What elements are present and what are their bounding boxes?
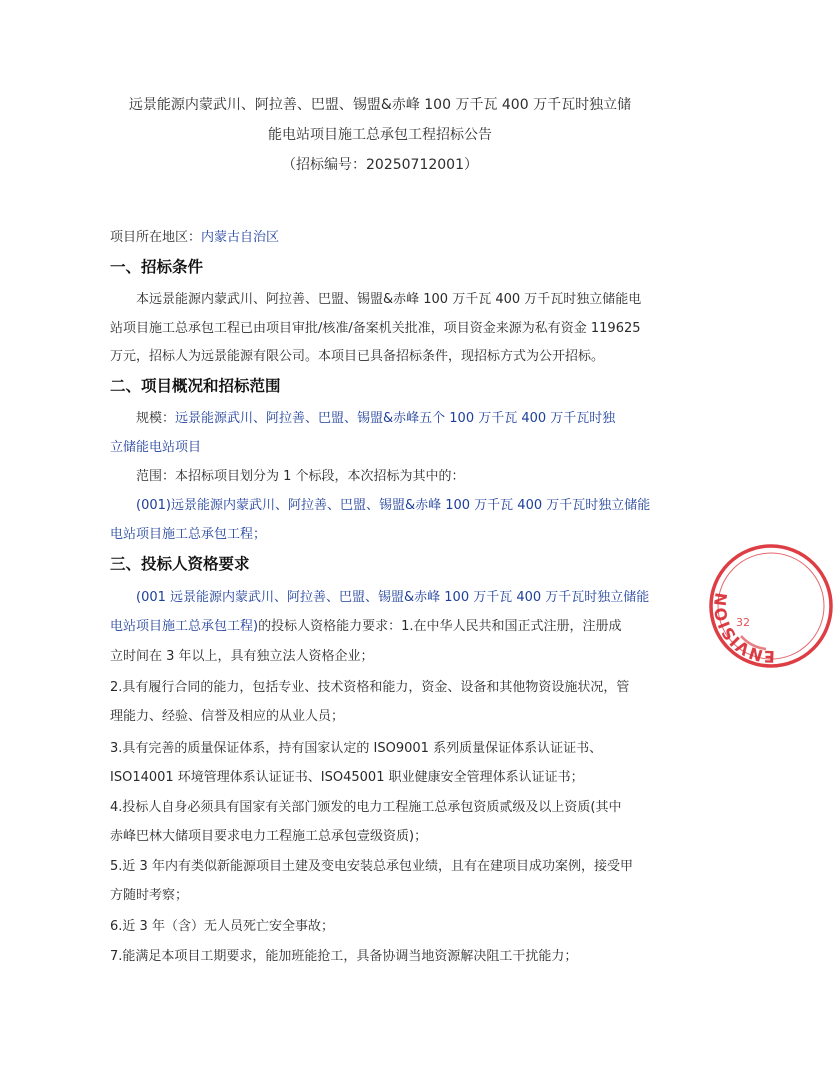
requirement-line: 6.近 3 年（含）无人员死亡安全事故； — [110, 919, 334, 934]
location-label: 项目所在地区： — [110, 230, 202, 245]
section3-heading: 三、投标人资格要求 — [110, 555, 250, 573]
scale-value: 远景能源武川、阿拉善、巴盟、锡盟&赤峰五个 100 万千瓦 400 万千瓦时独 — [175, 411, 616, 426]
section1-line: 站项目施工总承包工程已由项目审批/核准/备案机关批准，项目资金来源为私有资金 119625 — [110, 321, 641, 336]
scale-line2: 立储能电站项目 — [110, 440, 202, 455]
company-seal-stamp — [706, 541, 836, 671]
requirement-line: 7.能满足本项目工期要求，能加班能抢工，具备协调当地资源解决阻工干扰能力； — [110, 949, 578, 964]
range-line: 范围：本招标项目划分为 1 个标段，本次招标为其中的： — [136, 469, 465, 484]
requirement-line: 3.具有完善的质量保证体系，持有国家认定的 ISO9001 系列质量保证体系认证证书、 — [110, 741, 603, 756]
requirement-line: 方随时考察； — [110, 888, 189, 903]
scale-line1 — [136, 407, 615, 426]
scale-label: 规模： — [136, 411, 176, 426]
requirement-line: ISO14001 环境管理体系认证证书、ISO45001 职业健康安全管理体系认证证书； — [110, 770, 584, 785]
requirement-line: 赤峰巴林大储项目要求电力工程施工总承包壹级资质)； — [110, 829, 428, 844]
doc-title-line2: 能电站项目施工总承包工程招标公告 — [268, 127, 492, 143]
section1-line: 本远景能源内蒙武川、阿拉善、巴盟、锡盟&赤峰 100 万千瓦 400 万千瓦时独立储能电 — [136, 292, 642, 307]
section1-line: 万元，招标人为远景能源有限公司。本项目已具备招标条件，现招标方式为公开招标。 — [110, 349, 605, 364]
qualification-intro-line2 — [110, 615, 621, 634]
seal-text: ENVISION — [710, 591, 776, 667]
location-value: 内蒙古自治区 — [201, 230, 280, 245]
qualification-intro-line3: 立时间在 3 年以上，具有独立法人资格企业； — [110, 649, 374, 664]
svg-text:32: 32 — [736, 616, 750, 629]
requirement-line: 5.近 3 年内有类似新能源项目土建及变电安装总承包业绩，且有在建项目成功案例，接受甲 — [110, 859, 633, 874]
project-location — [110, 226, 279, 245]
lot-line2: 电站项目施工总承包工程； — [110, 527, 267, 542]
doc-title-line1: 远景能源内蒙武川、阿拉善、巴盟、锡盟&赤峰 100 万千瓦 400 万千瓦时独立储 — [128, 97, 632, 113]
requirement-line: 2.具有履行合同的能力，包括专业、技术资格和能力，资金、设备和其他物资设施状况，管 — [110, 680, 630, 695]
requirement-line: 4.投标人自身必须具有国家有关部门颁发的电力工程施工总承包资质贰级及以上资质(其中 — [110, 800, 622, 815]
lot-line1: (001)远景能源内蒙武川、阿拉善、巴盟、锡盟&赤峰 100 万千瓦 400 万千瓦时独立储能 — [136, 498, 651, 513]
qualification-lot-name: 电站项目施工总承包工程) — [110, 619, 259, 634]
section1-heading: 一、招标条件 — [110, 258, 204, 276]
requirement-line: 理能力、经验、信誉及相应的从业人员； — [110, 709, 345, 724]
doc-tender-code: （招标编号：20250712001） — [282, 157, 478, 173]
qualification-intro-line1: (001 远景能源内蒙武川、阿拉善、巴盟、锡盟&赤峰 100 万千瓦 400 万千瓦时独立储能 — [136, 590, 650, 605]
section2-heading: 二、项目概况和招标范围 — [110, 377, 281, 395]
qualification-intro-text: 的投标人资格能力要求：1.在中华人民共和国正式注册，注册成 — [258, 619, 622, 634]
